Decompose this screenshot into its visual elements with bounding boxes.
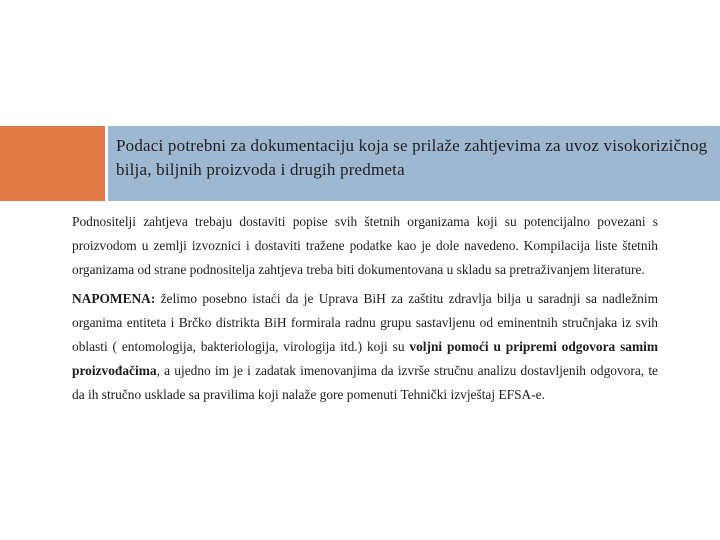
paragraph-note: [72, 287, 658, 408]
note-text-part2: , a ujedno im je i zadatak imenovanjima da izvrše stručnu analizu dostavljenih odgovora, te da ih stručno usklade sa pravilima koji nalaže gore pomenuti Tehnički izvještaj EFSA-e.: [72, 363, 658, 403]
paragraph-applicants: Podnositelji zahtjeva trebaju dostaviti popise svih štetnih organizama koji su potencijalno povezani s proizvodom u zemlji izvoznici i dostaviti tražene podatke kao je dole navedeno. Kompilacija liste štetnih organizama od strane podnositelja zahtjeva treba biti dokumentovana u skladu sa pretraživanjem literature.: [72, 214, 658, 278]
accent-block: [0, 126, 105, 201]
note-text-part1: želimo posebno istaći da je Uprava BiH za zaštitu zdravlja bilja u saradnji sa nadležnim organima entiteta i Brčko distrikta BiH formirala radnu grupu sastavljenu od eminentnih stručnjaka iz svih oblasti ( entomologija, bakteriologija, virologija itd.) koji su: [72, 290, 658, 355]
note-bold-phrase: voljni pomoći u pripremi odgovora samim proizvođačima: [72, 339, 659, 379]
slide-body: [72, 210, 658, 412]
note-label: NAPOMENA:: [72, 290, 156, 306]
slide-title: Podaci potrebni za dokumentaciju koja se prilaže zahtjevima za uvoz visokorizičnog bilja, biljnih proizvoda i drugih predmeta: [116, 136, 708, 179]
title-band: [108, 126, 720, 201]
